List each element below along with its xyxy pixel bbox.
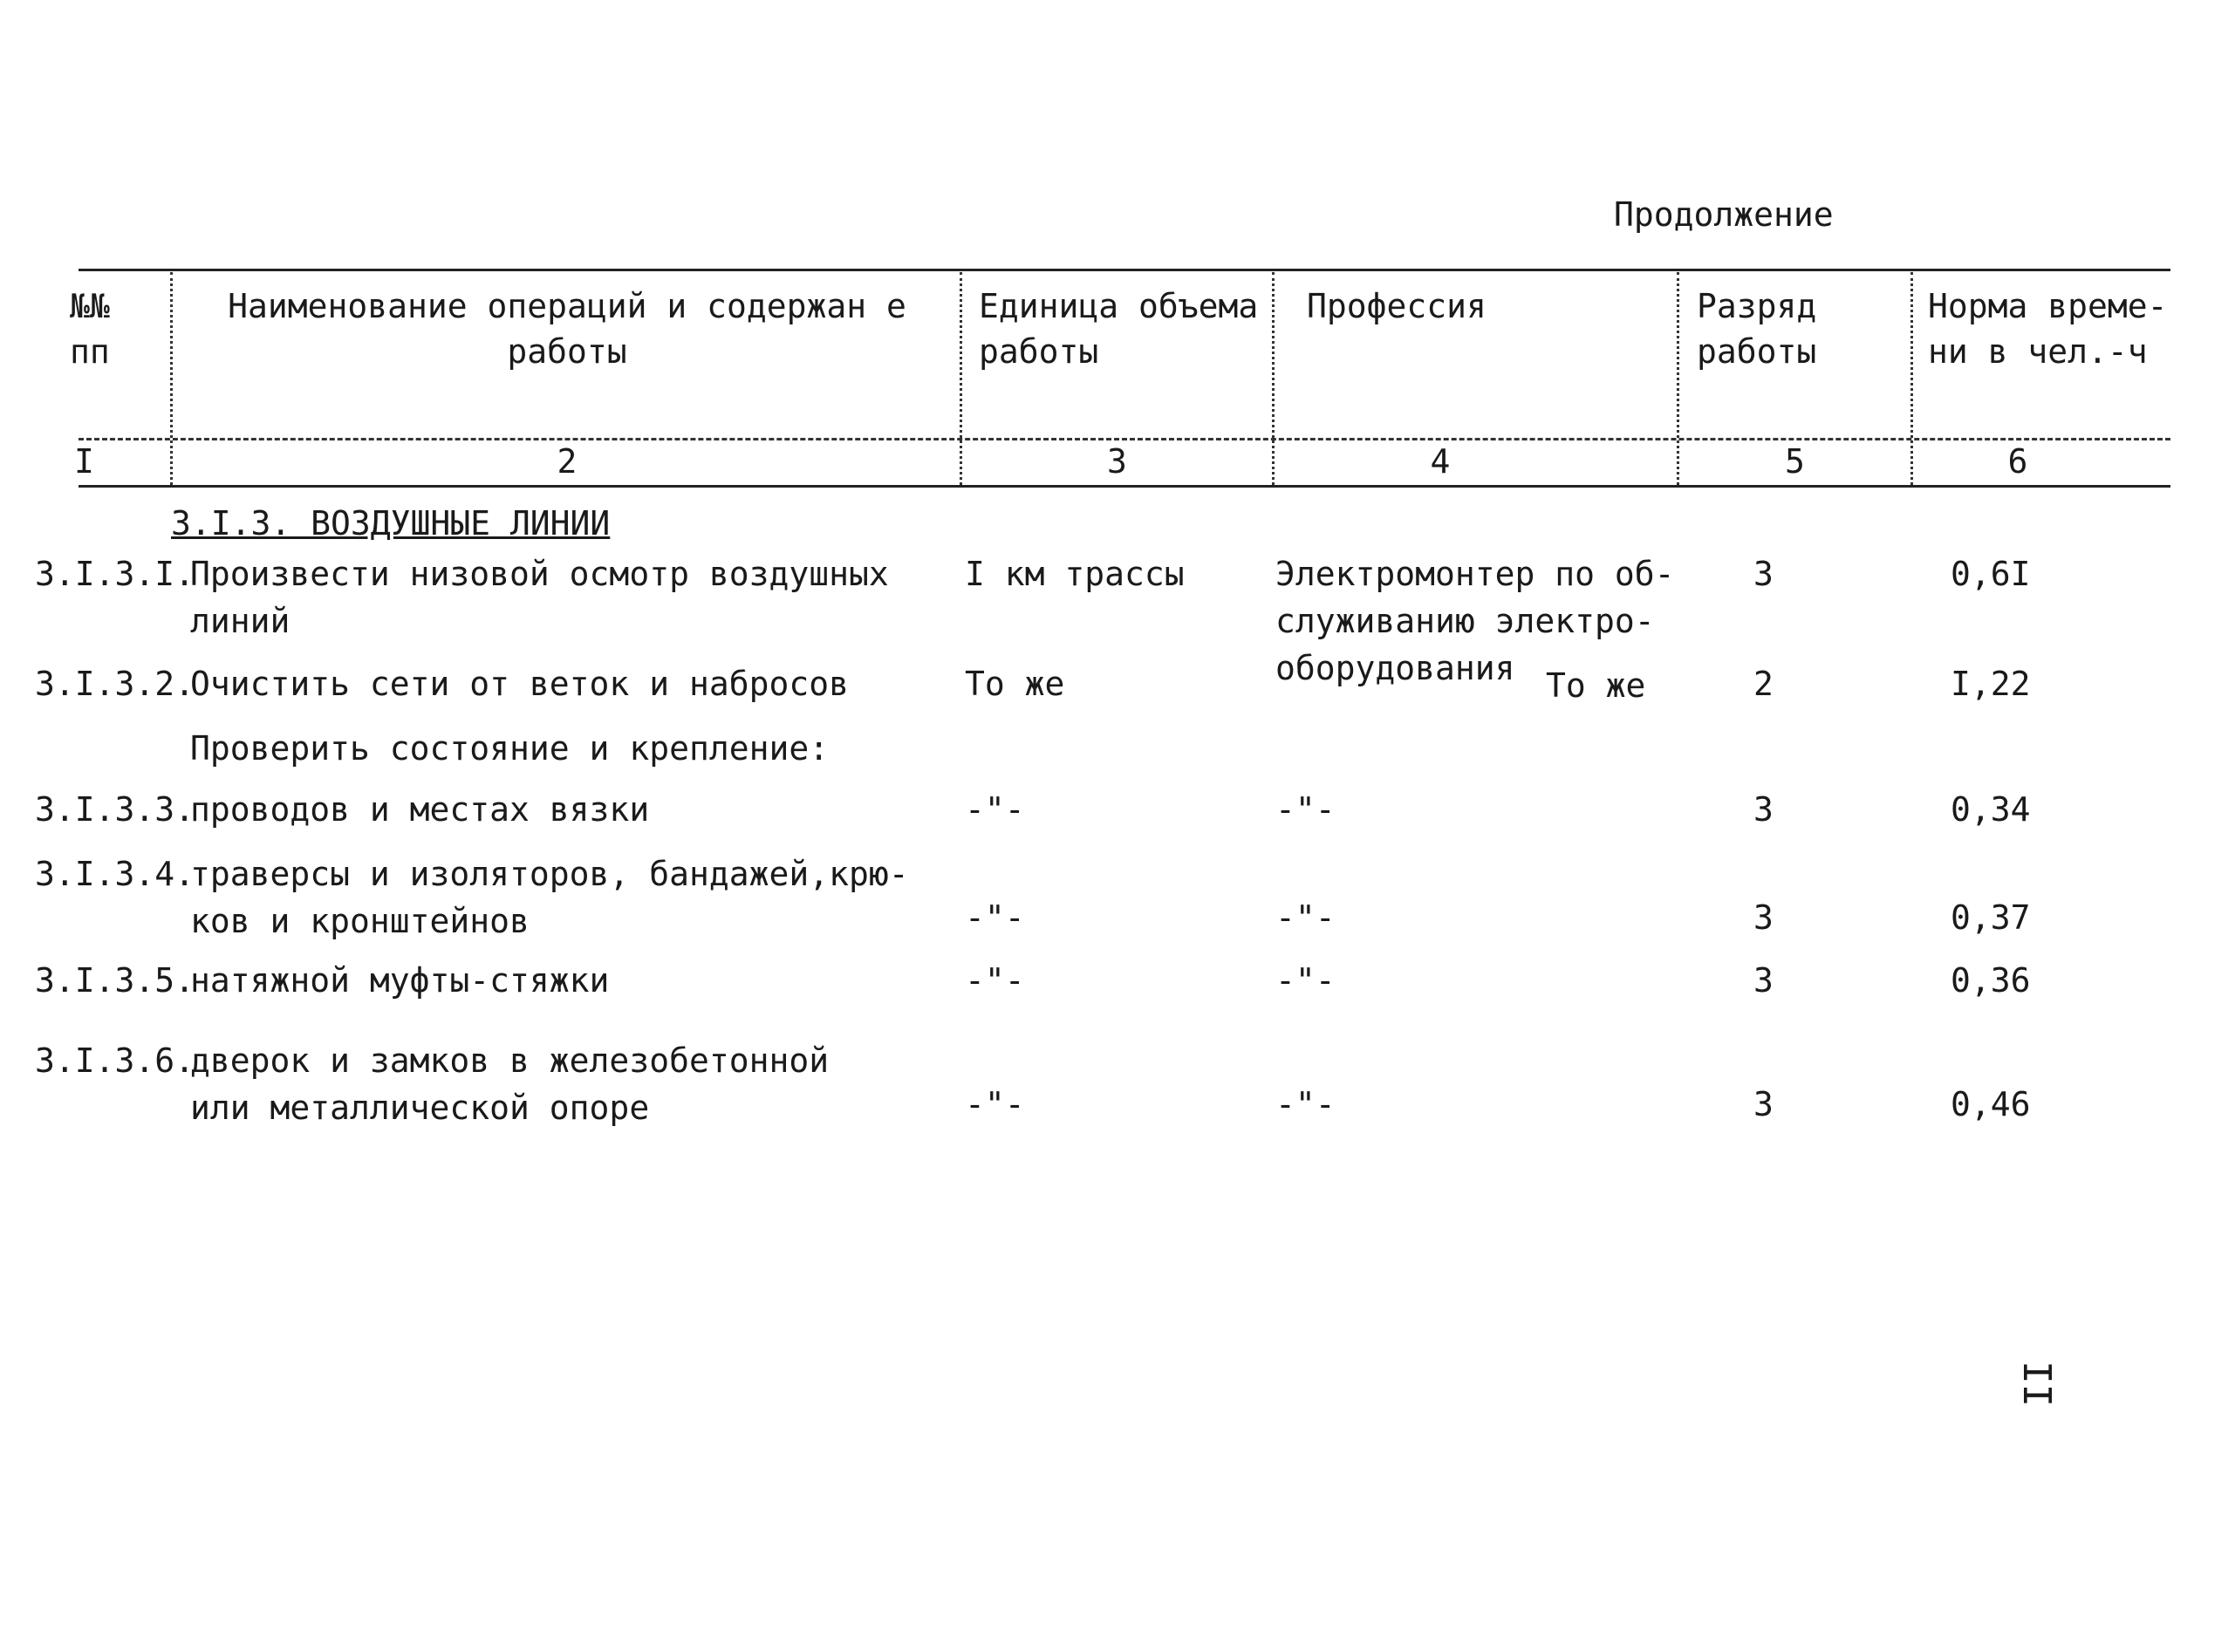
row4-grade: 3 xyxy=(1753,790,1774,829)
section-title: 3.I.3. ВОЗДУШНЫЕ ЛИНИИ xyxy=(171,504,611,543)
row1-unit: I км трассы xyxy=(965,555,1185,593)
row7-unit: -"- xyxy=(965,1085,1025,1123)
colnum-3: 3 xyxy=(1107,442,1127,481)
row5-unit: -"- xyxy=(965,898,1025,937)
page-number: II xyxy=(2014,1361,2059,1407)
header-col3-line2: работы xyxy=(979,332,1099,371)
row1-profession-line3: оборудования xyxy=(1275,649,1515,687)
row5-num: 3.I.3.4. xyxy=(35,855,195,893)
header-col5-line2: работы xyxy=(1697,332,1817,371)
header-col6 xyxy=(1928,283,2168,374)
colnum-5: 5 xyxy=(1785,442,1805,481)
header-col2-line1: Наименование операций и содержан е xyxy=(228,287,906,325)
row2-profession: То же xyxy=(1546,666,1646,705)
row7-grade: 3 xyxy=(1753,1085,1774,1123)
row6-unit: -"- xyxy=(965,961,1025,1000)
header-col3 xyxy=(979,283,1258,374)
row4-num: 3.I.3.3. xyxy=(35,790,195,829)
row4-name: проводов и местах вязки xyxy=(190,790,650,829)
col-sep-1 xyxy=(170,272,173,485)
row4-profession: -"- xyxy=(1275,790,1336,829)
row7-profession: -"- xyxy=(1275,1085,1336,1123)
row4-unit: -"- xyxy=(965,790,1025,829)
row6-grade: 3 xyxy=(1753,961,1774,1000)
row5-name-line2: ков и кронштейнов xyxy=(190,902,530,940)
row1-grade: 3 xyxy=(1753,555,1774,593)
row2-unit: То же xyxy=(965,665,1065,703)
header-col1-line2: пп xyxy=(70,332,110,371)
colnum-4: 4 xyxy=(1430,442,1451,481)
header-col4-line1: Профессия xyxy=(1307,287,1487,325)
table-top-rule xyxy=(79,269,2170,271)
row5-grade: 3 xyxy=(1753,898,1774,937)
row2-grade: 2 xyxy=(1753,665,1774,703)
colnum-1: I xyxy=(74,442,94,481)
header-col5-line1: Разряд xyxy=(1697,287,1817,325)
row5-profession: -"- xyxy=(1275,898,1336,937)
row1-name-line1: Произвести низовой осмотр воздушных xyxy=(190,555,889,593)
row4-norm: 0,34 xyxy=(1951,790,2031,829)
header-col3-line1: Единица объема xyxy=(979,287,1259,325)
header-col1-line1: №№ xyxy=(70,287,110,325)
row2-name: Очистить сети от веток и набросов xyxy=(190,665,849,703)
row1-profession-line1: Электромонтер по об- xyxy=(1275,555,1675,593)
header-col4 xyxy=(1307,283,1487,329)
colnum-2: 2 xyxy=(557,442,578,481)
colnum-bottom-rule xyxy=(79,485,2170,488)
header-col5 xyxy=(1697,283,1816,374)
row7-name-line2: или металлической опоре xyxy=(190,1089,650,1127)
row5-norm: 0,37 xyxy=(1951,898,2031,937)
header-col1 xyxy=(70,283,110,374)
row5-name-line1: траверсы и изоляторов, бандажей,крю- xyxy=(190,855,909,893)
row6-norm: 0,36 xyxy=(1951,961,2031,1000)
check-subheading: Проверить состояние и крепление: xyxy=(190,729,830,768)
header-col2 xyxy=(174,283,960,374)
row1-num: 3.I.3.I. xyxy=(35,555,195,593)
colnum-6: 6 xyxy=(2007,442,2028,481)
header-col6-line2: ни в чел.-ч xyxy=(1928,332,2148,371)
continuation-label: Продолжение xyxy=(1614,195,1834,234)
row6-name: натяжной муфты-стяжки xyxy=(190,961,610,1000)
row7-name-line1: дверок и замков в железобетонной xyxy=(190,1041,830,1080)
row2-norm: I,22 xyxy=(1951,665,2031,703)
row2-num: 3.I.3.2. xyxy=(35,665,195,703)
row7-norm: 0,46 xyxy=(1951,1085,2031,1123)
row7-num: 3.I.3.6. xyxy=(35,1041,195,1080)
row6-num: 3.I.3.5. xyxy=(35,961,195,1000)
row6-profession: -"- xyxy=(1275,961,1336,1000)
header-col2-line2: работы xyxy=(507,332,627,371)
row1-norm: 0,6I xyxy=(1951,555,2031,593)
row1-profession-line2: служиванию электро- xyxy=(1275,602,1655,640)
row1-name-line2: линий xyxy=(190,602,290,640)
header-col6-line1: Норма време- xyxy=(1928,287,2168,325)
